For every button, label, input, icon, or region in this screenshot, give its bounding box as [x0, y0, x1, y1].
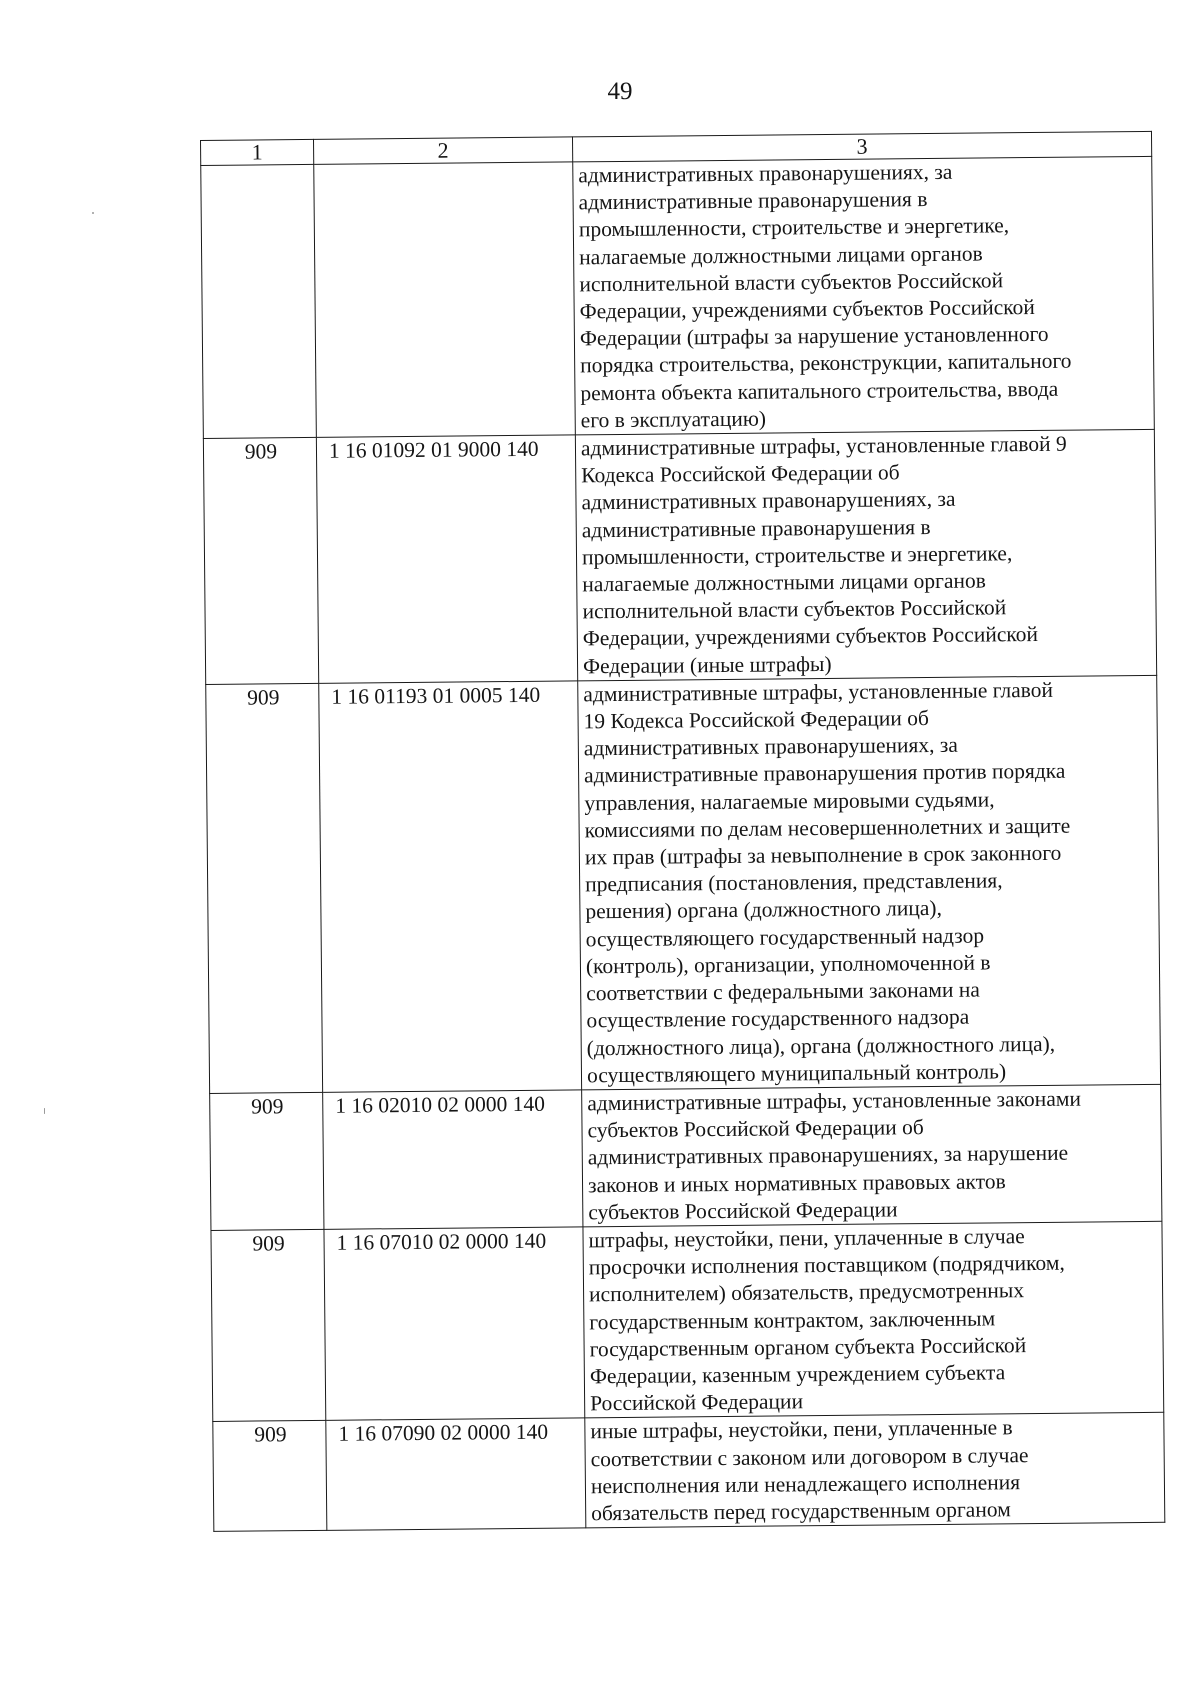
- description-cell: [583, 1221, 1164, 1418]
- scan-speck: [92, 212, 94, 214]
- description-line: штрафы, неустойки, пени, уплаченные в случае: [588, 1224, 1025, 1253]
- description-line: Федерации, казенным учреждением субъекта: [589, 1360, 1006, 1389]
- description-line: Федерации (иные штрафы): [582, 651, 832, 679]
- description-line: исполнителем) обязательств, предусмотренных: [588, 1278, 1025, 1307]
- kbk-code-cell: 1 16 01193 01 0005 140: [319, 681, 582, 1093]
- description-cell: [585, 1413, 1165, 1528]
- description-line: (контроль), организации, уполномоченной в: [585, 950, 991, 979]
- description-line: просрочки исполнения поставщиком (подрядчиком,: [588, 1250, 1065, 1280]
- revenue-codes-table: [200, 131, 1165, 1532]
- description-line: административных правонарушениях, за: [578, 159, 953, 188]
- description-line: субъектов Российской Федерации: [588, 1197, 898, 1225]
- table-row: [211, 1221, 1164, 1422]
- description-line: субъектов Российской Федерации об: [587, 1115, 924, 1143]
- table-row: [210, 1084, 1162, 1230]
- description-line: ремонта объекта капитального строительства, ввода: [580, 376, 1059, 405]
- description-line: его в эксплуатацию): [580, 406, 767, 433]
- table-row: [201, 156, 1155, 438]
- kbk-code-cell: 1 16 01092 01 9000 140: [316, 435, 577, 683]
- description-line: их прав (штрафы за невыполнение в срок законного: [584, 840, 1062, 870]
- admin-code-cell: 909: [203, 437, 318, 684]
- admin-code-cell: [201, 164, 317, 438]
- header-col-3: 3: [572, 131, 1151, 162]
- description-line: осуществляющего государственный надзор: [585, 923, 985, 952]
- description-line: порядка строительства, реконструкции, капитального: [580, 349, 1072, 378]
- description-line: административные правонарушения против порядка: [584, 759, 1066, 788]
- description-cell: [582, 1084, 1162, 1227]
- description-line: административные правонарушения в: [578, 187, 928, 215]
- admin-code-cell: 909: [213, 1421, 327, 1532]
- description-cell: [573, 156, 1155, 435]
- description-line: осуществляющего муниципальный контроль): [586, 1059, 1007, 1088]
- description-line: Российской Федерации: [590, 1389, 804, 1416]
- admin-code-cell: 909: [206, 683, 323, 1093]
- description-line: решения) органа (должностного лица),: [585, 896, 943, 924]
- description-line: Федерации, учреждениями субъектов Российской: [579, 295, 1035, 324]
- description-line: административные правонарушения в: [581, 514, 931, 542]
- description-line: государственным органом субъекта Российской: [589, 1332, 1027, 1362]
- description-cell: [575, 429, 1156, 680]
- admin-code-cell: 909: [210, 1092, 324, 1230]
- description-line: административные штрафы, установленные главой 9: [580, 431, 1067, 461]
- kbk-code-cell: [314, 162, 576, 438]
- table-row: [203, 429, 1156, 684]
- description-line: иные штрафы, неустойки, пени, уплаченные в: [590, 1415, 1013, 1444]
- description-line: Кодекса Российской Федерации об: [581, 460, 900, 488]
- description-line: налагаемые должностными лицами органов: [579, 241, 983, 269]
- description-line: промышленности, строительстве и энергетике,: [578, 213, 1010, 242]
- description-line: соответствии с законом или договором в случае: [590, 1442, 1029, 1471]
- scan-speck: [44, 1108, 45, 1114]
- description-line: обязательств перед государственным органом: [591, 1497, 1011, 1526]
- description-line: административных правонарушениях, за нарушение: [587, 1141, 1069, 1170]
- table-row: [206, 675, 1161, 1093]
- kbk-code-cell: 1 16 07090 02 0000 140: [326, 1418, 586, 1530]
- description-line: государственным контрактом, заключенным: [589, 1305, 996, 1334]
- description-line: административных правонарушениях, за: [583, 733, 958, 761]
- description-line: административные штрафы, установленные законами: [587, 1086, 1082, 1116]
- description-line: промышленности, строительстве и энергетике,: [581, 541, 1013, 570]
- description-line: Федерации, учреждениями субъектов Российской: [582, 622, 1039, 651]
- description-line: законов и иных нормативных правовых актов: [587, 1168, 1006, 1197]
- table-body: [201, 131, 1165, 1531]
- description-line: соответствии с федеральными законами на: [586, 977, 980, 1006]
- description-line: (должностного лица), органа (должностного лица),: [586, 1031, 1056, 1060]
- page-number: 49: [607, 78, 633, 105]
- description-line: неисполнения или ненадлежащего исполнения: [590, 1469, 1021, 1499]
- kbk-code-cell: 1 16 02010 02 0000 140: [323, 1090, 583, 1229]
- description-line: предписания (постановления, представления,: [585, 868, 1003, 897]
- description-line: 19 Кодекса Российской Федерации об: [583, 706, 930, 734]
- description-line: административных правонарушениях, за: [581, 487, 956, 515]
- description-line: исполнительной власти субъектов Российской: [582, 595, 1007, 624]
- description-cell: [578, 675, 1161, 1090]
- description-line: комиссиями по делам несовершеннолетних и защите: [584, 813, 1071, 843]
- description-line: исполнительной власти субъектов Российской: [579, 268, 1004, 297]
- description-line: налагаемые должностными лицами органов: [582, 568, 986, 597]
- table-row: [213, 1413, 1165, 1532]
- description-line: Федерации (штрафы за нарушение установленного: [579, 322, 1049, 351]
- description-line: управления, налагаемые мировыми судьями,: [584, 787, 995, 816]
- description-line: административные штрафы, установленные главой: [583, 677, 1054, 707]
- kbk-code-cell: 1 16 07010 02 0000 140: [324, 1227, 585, 1421]
- header-col-2: 2: [313, 137, 572, 164]
- admin-code-cell: 909: [211, 1229, 326, 1421]
- description-line: осуществление государственного надзора: [586, 1004, 970, 1033]
- header-col-1: 1: [201, 139, 314, 165]
